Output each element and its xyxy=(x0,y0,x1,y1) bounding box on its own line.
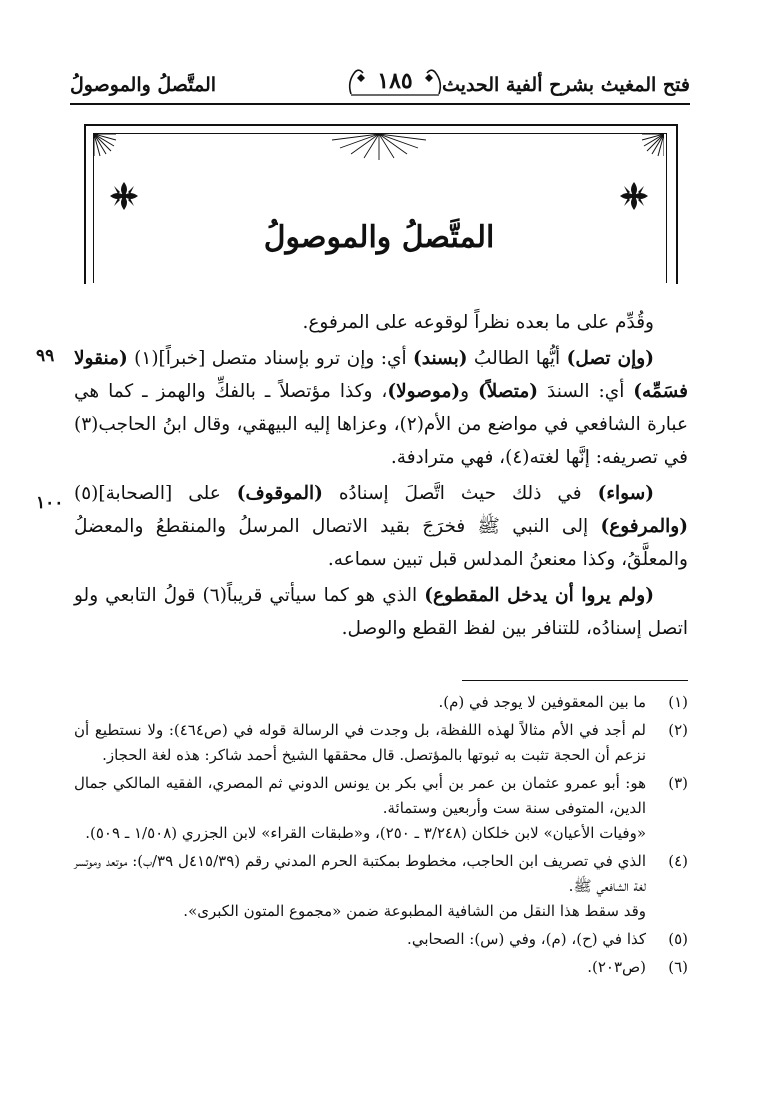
header-chapter-title: المتَّصلُ والموصولُ xyxy=(70,74,217,96)
paragraph-4: (ولم يروا أن يدخل المقطوع) الذي هو كما سيأتي قريباً(٦) قولُ التابعي ولو اتصل إسنادُه، للتنافر بين لفظ القطع والوصل. xyxy=(74,585,688,639)
margin-number-100: ١٠٠ xyxy=(36,493,64,513)
frame-ornament xyxy=(94,134,664,282)
paragraph-2: (وإن تصل) أيُّها الطالبُ (بسند) أي: وإن ترو بإسناد متصل [خبراً](١) (منقولا فسَمِّه) أي: السندَ (متصلاً) و(موصولا)، وكذا مؤتصلاً ـ بالفكِّ والهمز ـ كما هي عبارة الشافعي في مواضع من الأم(٢)، وعزاها إليه البيهقي، وقال ابنُ الحاجب(٣) في تصريفه: إنَّها لغته(٤)، فهي مترادفة. xyxy=(74,348,688,468)
header-rule xyxy=(70,103,690,105)
footnote-4: (٤) الذي في تصريف ابن الحاجب، مخطوط بمكتبة الحرم المدني رقم (٤١٥/٣٩ل ٣٩/ب): موتعد وموتسر لغة الشافعي ﷺ. وقد سقط هذا النقل من الشافية المطبوعة ضمن «مجموع المتون الكبرى». xyxy=(74,852,688,920)
chapter-title: المتَّصلُ والموصولُ xyxy=(263,220,495,255)
body-text xyxy=(74,306,688,645)
footnotes xyxy=(74,690,688,983)
page-number: ١٨٥ xyxy=(377,68,413,94)
book-title: فتح المغيث بشرح ألفية الحديث xyxy=(442,74,690,96)
margin-number-99: ٩٩ xyxy=(36,346,55,366)
footnote-3: (٣) هو: أبو عمرو عثمان بن عمر بن أبي بكر بن يونس الدوني ثم المصري، الفقيه المالكي جمال الدين، المتوفى سنة ست وأربعين وستمائة. «وفيات الأعيان» لابن خلكان (٣/٢٤٨ ـ ٢٥٠)، و«طبقات القراء» لابن الجزري (١/٥٠٨ ـ ٥٠٩). xyxy=(74,774,688,842)
paragraph-3: (سواء) في ذلك حيث اتَّصلَ إسنادُه (الموقوف) على [الصحابة](٥) (والمرفوع) إلى النبي ﷺ فخرَجَ بقيد الاتصال المرسلُ والمنقطعُ والمعضلُ والمعلَّقُ، وكذا معنعنُ المدلس قبل تبين سماعه. xyxy=(74,483,688,570)
running-header xyxy=(70,64,690,104)
footnote-6: (٦) (ص٢٠٣). xyxy=(587,958,688,976)
paragraph-1: وقُدِّم على ما بعده نظراً لوقوعه على المرفوع. xyxy=(302,312,654,333)
footnote-2: (٢) لم أجد في الأم مثالاً لهذه اللفظة، بل وجدت في الرسالة قوله في (ص٤٦٤): ولا نستطيع أن نزعم أن الحجة تثبت به ثبوتها بالمؤتصل. قال محققها الشيخ أحمد شاكر: هذه لغة الحجاز. xyxy=(74,721,688,764)
footnote-5: (٥) كذا في (ح)، (م)، وفي (س): الصحابي. xyxy=(407,930,688,948)
page-number-box xyxy=(345,64,445,98)
footnote-1: (١) ما بين المعقوفين لا يوجد في (م). xyxy=(438,693,688,711)
footnote-rule xyxy=(462,680,688,681)
